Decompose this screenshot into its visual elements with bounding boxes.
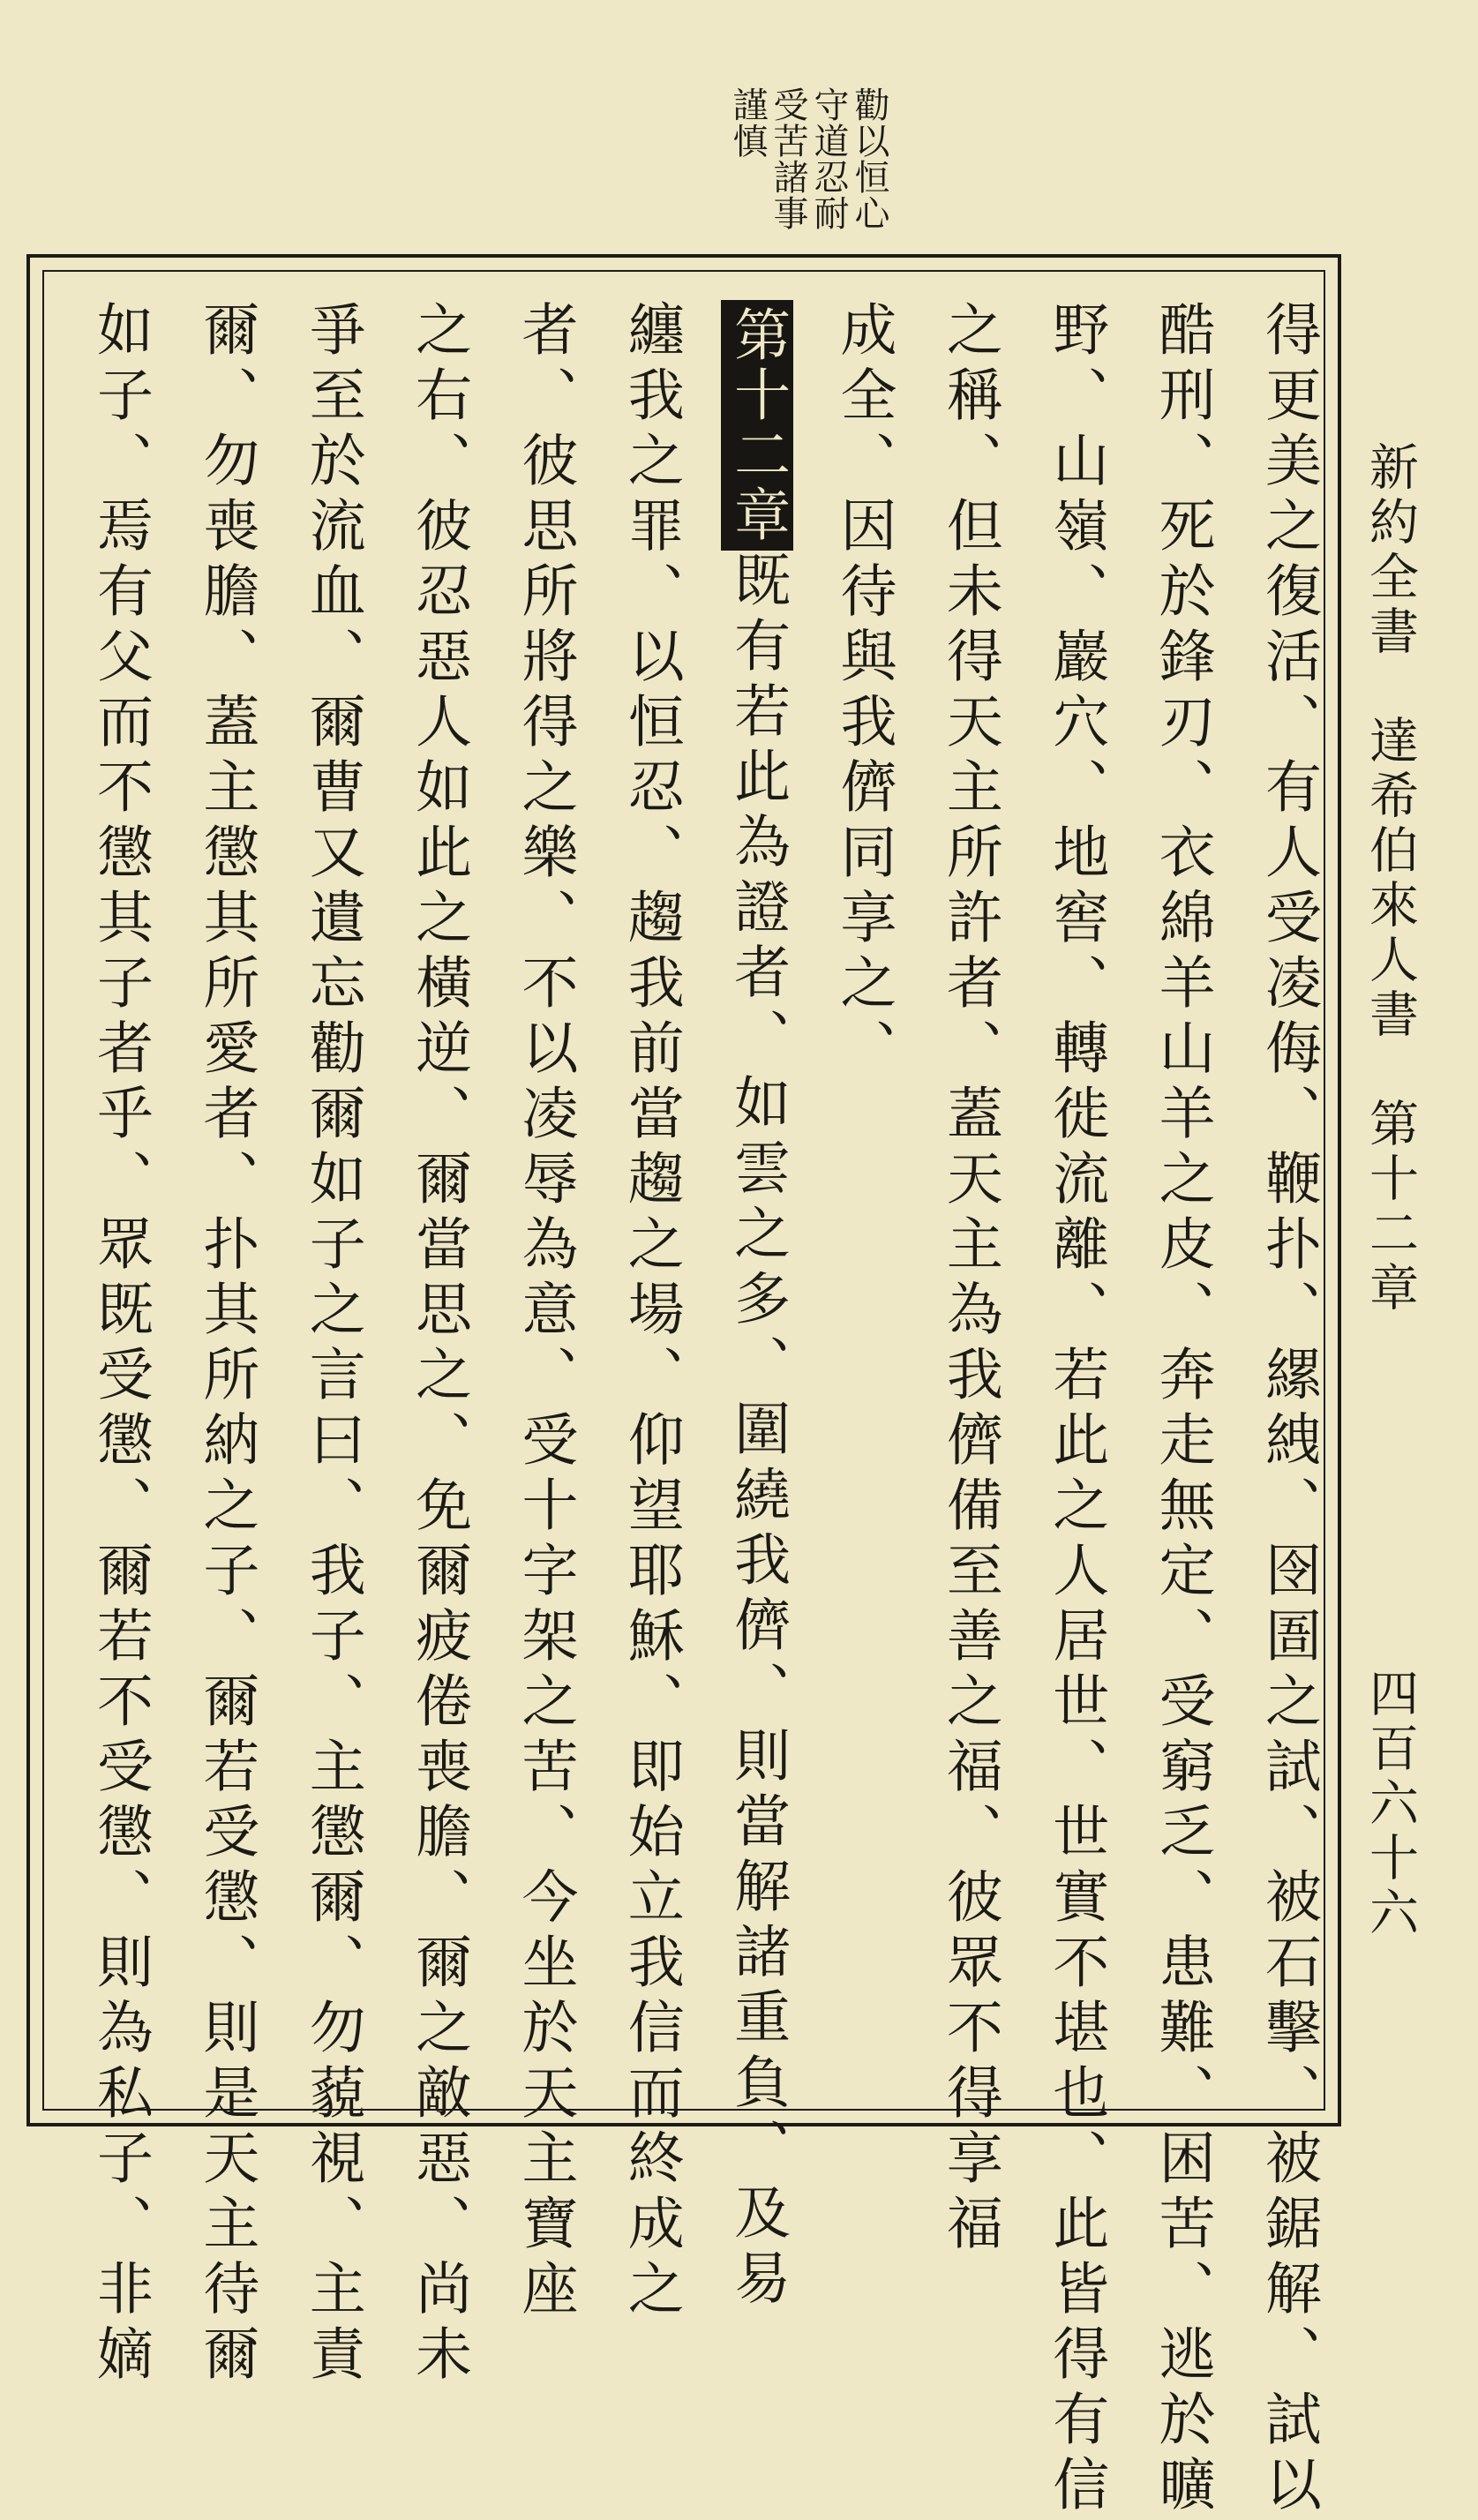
running-header-title: 新約全書 達希伯來人書 第十二章 (1362, 441, 1419, 1316)
text-line: 之右、彼忍惡人如此之橫逆、爾當思之、免爾疲倦喪膽、爾之敵惡、尚未 (406, 300, 472, 2389)
chapter-start-line (701, 300, 791, 2314)
running-header (1346, 441, 1425, 2118)
margin-note-line: 守道忍耐 (808, 86, 849, 231)
margin-note-line: 謹慎 (727, 86, 768, 159)
margin-note-line: 勸以恒心 (849, 86, 889, 231)
text-line: 成全、因待與我儕同享之、 (830, 300, 897, 1084)
margin-summary-note (710, 86, 887, 263)
chapter-first-text: 既有若此為證者、如雲之多、圍繞我儕、則當解諸重負、及易 (724, 551, 791, 2314)
margin-note-line: 受苦諸事 (768, 86, 808, 231)
chapter-heading: 第十二章 (721, 300, 793, 551)
text-line: 得更美之復活、有人受凌侮、鞭扑、縲絏、囹圄之試、被石擊、被鋸解、試以 (1255, 300, 1321, 2520)
text-line: 爭至於流血、爾曹又遺忘勸爾如子之言曰、我子、主懲爾、勿藐視、主責 (299, 300, 365, 2389)
text-line: 酷刑、死於鋒刃、衣綿羊山羊之皮、奔走無定、受窮乏、患難、困苦、逃於曠 (1149, 300, 1215, 2520)
text-line: 野、山嶺、巖穴、地窖、轉徙流離、若此之人居世、世實不堪也、此皆得有信 (1043, 300, 1109, 2520)
text-line: 纏我之罪、以恒忍、趨我前當趨之場、仰望耶穌、即始立我信而終成之 (618, 300, 684, 2324)
page-number: 四百六十六 (1362, 1668, 1419, 1941)
text-line: 之稱、但未得天主所許者、蓋天主為我儕備至善之福、彼眾不得享福 (936, 300, 1002, 2259)
text-line: 爾、勿喪膽、蓋主懲其所愛者、扑其所納之子、爾若受懲、則是天主待爾 (193, 300, 259, 2389)
body-text (64, 300, 1321, 2520)
text-line: 者、彼思所將得之樂、不以凌辱為意、受十字架之苦、今坐於天主寶座 (512, 300, 578, 2324)
text-line: 如子、焉有父而不懲其子者乎、眾既受懲、爾若不受懲、則為私子、非嫡 (87, 300, 153, 2389)
